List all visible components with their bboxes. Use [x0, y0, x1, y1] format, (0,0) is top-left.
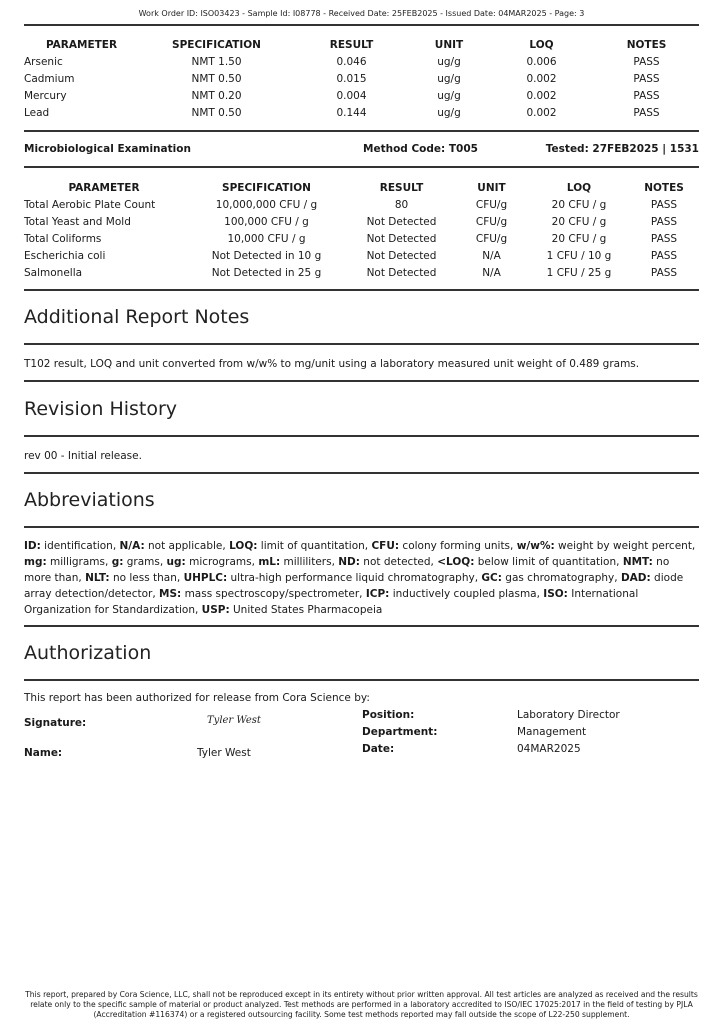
column-header: UNIT	[477, 181, 506, 194]
column-header: SPECIFICATION	[172, 38, 261, 51]
table-cell: N/A	[482, 249, 501, 262]
table-row	[24, 213, 699, 230]
table-cell: ug/g	[437, 55, 461, 68]
column-header: RESULT	[379, 181, 424, 194]
table-cell: Escherichia coli	[24, 249, 106, 262]
column-header: PARAMETER	[68, 181, 140, 194]
table-cell: Not Detected in 25 g	[211, 266, 322, 279]
abbreviation-definition: inductively coupled plasma,	[389, 588, 544, 600]
position-label: Position:	[362, 709, 415, 721]
table-cell: NMT 1.50	[191, 55, 242, 68]
notes-text: T102 result, LOQ and unit converted from w/w% to mg/unit using a laboratory measured unit weight of 0.489 grams.	[24, 358, 640, 370]
column-header: SPECIFICATION	[222, 181, 311, 194]
method-code: Method Code: T005	[363, 143, 478, 155]
table-cell: Arsenic	[24, 55, 63, 68]
abbreviation-term: ISO:	[543, 588, 568, 600]
table-cell: 20 CFU / g	[551, 215, 607, 228]
table-row	[24, 247, 699, 264]
column-header: RESULT	[329, 38, 374, 51]
table-cell: PASS	[633, 106, 660, 119]
abbreviation-term: GC:	[481, 572, 502, 584]
divider	[24, 289, 699, 291]
divider	[24, 435, 699, 437]
abbreviation-term: mg:	[24, 556, 47, 568]
table-row	[24, 230, 699, 247]
abbreviation-definition: mass spectroscopy/spectrometer,	[181, 588, 366, 600]
abbreviation-definition: below limit of quantitation,	[474, 556, 623, 568]
table-cell: 0.002	[526, 89, 557, 102]
table-row	[24, 53, 699, 70]
position-value: Laboratory Director	[517, 709, 620, 721]
table-row	[24, 70, 699, 87]
table-cell: Not Detected in 10 g	[211, 249, 322, 262]
table-cell: 0.015	[336, 72, 367, 85]
column-header: NOTES	[626, 38, 667, 51]
table-header-row	[24, 179, 699, 196]
table-row	[24, 104, 699, 121]
table-cell: Not Detected	[366, 249, 437, 262]
name-value: Tyler West	[197, 747, 251, 759]
abbreviation-term: g:	[111, 556, 124, 568]
abbreviation-term: mL:	[258, 556, 281, 568]
table-cell: ug/g	[437, 106, 461, 119]
signature-label: Signature:	[24, 717, 87, 729]
micro-table	[24, 179, 699, 281]
abbreviation-definition: milligrams,	[46, 556, 112, 568]
abbreviation-term: w/w%:	[516, 540, 555, 552]
table-cell: 0.006	[526, 55, 557, 68]
table-cell: Mercury	[24, 89, 67, 102]
table-cell: ug/g	[437, 89, 461, 102]
abbreviation-definition: identification,	[40, 540, 120, 552]
department-value: Management	[517, 726, 587, 738]
name-label: Name:	[24, 747, 63, 759]
date-label: Date:	[362, 743, 395, 755]
abbreviation-definition: colony forming units,	[399, 540, 517, 552]
heavy-metals-table	[24, 36, 699, 121]
table-cell: 0.002	[526, 72, 557, 85]
abbreviation-term: <LOQ:	[437, 556, 475, 568]
abbreviation-term: LOQ:	[229, 540, 258, 552]
divider	[24, 130, 699, 132]
table-cell: Total Aerobic Plate Count	[24, 198, 156, 211]
abbreviation-definition: weight by weight percent,	[554, 540, 696, 552]
table-cell: ug/g	[437, 72, 461, 85]
table-cell: Not Detected	[366, 266, 437, 279]
table-cell: Not Detected	[366, 232, 437, 245]
abbreviation-term: ID:	[24, 540, 41, 552]
abbreviation-definition: United States Pharmacopeia	[229, 604, 383, 616]
abbreviation-term: UHPLC:	[183, 572, 228, 584]
table-cell: Total Yeast and Mold	[24, 215, 131, 228]
abbreviation-term: ICP:	[365, 588, 390, 600]
abbreviation-definition: International Organization for Standardization,	[24, 588, 639, 616]
table-cell: 0.002	[526, 106, 557, 119]
table-cell: NMT 0.50	[191, 72, 242, 85]
abbreviation-definition: micrograms,	[185, 556, 259, 568]
table-cell: PASS	[650, 249, 678, 262]
page-header: Work Order ID: ISO03423 - Sample Id: I08778 - Received Date: 25FEB2025 - Issued Date: 04MAR2025 - Page: 3	[138, 9, 585, 18]
divider	[24, 166, 699, 168]
table-row	[24, 87, 699, 104]
authorization-heading: Authorization	[24, 642, 152, 664]
table-cell: 0.144	[336, 106, 367, 119]
table-cell: N/A	[482, 266, 501, 279]
table-cell: 1 CFU / 25 g	[546, 266, 612, 279]
table-cell: CFU/g	[475, 198, 508, 211]
abbreviation-term: NLT:	[85, 572, 110, 584]
abbreviation-term: NMT:	[622, 556, 653, 568]
table-cell: Lead	[24, 106, 50, 119]
table-cell: 1 CFU / 10 g	[546, 249, 612, 262]
table-row	[24, 264, 699, 281]
abbreviation-term: DAD:	[620, 572, 651, 584]
table-cell: 100,000 CFU / g	[224, 215, 309, 228]
column-header: LOQ	[566, 181, 592, 194]
abbreviation-definition: limit of quantitation,	[257, 540, 372, 552]
table-cell: PASS	[650, 266, 678, 279]
table-cell: PASS	[650, 232, 678, 245]
column-header: LOQ	[529, 38, 554, 51]
abbreviation-definition: milliliters,	[280, 556, 339, 568]
abbreviation-definition: ultra-high performance liquid chromatography,	[227, 572, 482, 584]
abbreviation-definition: not applicable,	[144, 540, 230, 552]
table-cell: Salmonella	[24, 266, 83, 279]
abbreviation-definition: not detected,	[359, 556, 438, 568]
table-header-row	[24, 36, 699, 53]
table-cell: PASS	[633, 89, 660, 102]
table-cell: NMT 0.50	[191, 106, 242, 119]
divider	[24, 472, 699, 474]
table-cell: PASS	[633, 55, 660, 68]
abbreviation-term: USP:	[201, 604, 230, 616]
revision-text: rev 00 - Initial release.	[24, 450, 142, 462]
table-cell: 20 CFU / g	[551, 198, 607, 211]
divider	[24, 625, 699, 627]
table-cell: NMT 0.20	[191, 89, 242, 102]
table-cell: 0.004	[336, 89, 367, 102]
signature-image: Tyler West	[207, 715, 261, 726]
abbreviation-definition: diode array detection/detector,	[24, 572, 684, 600]
divider	[24, 24, 699, 26]
column-header: UNIT	[434, 38, 464, 51]
divider	[24, 679, 699, 681]
table-cell: PASS	[650, 198, 678, 211]
abbreviation-term: N/A:	[119, 540, 145, 552]
divider	[24, 380, 699, 382]
abbreviation-definition: no more than,	[24, 556, 670, 584]
abbreviation-term: ug:	[166, 556, 186, 568]
table-cell: 80	[394, 198, 409, 211]
table-cell: PASS	[633, 72, 660, 85]
table-cell: 20 CFU / g	[551, 232, 607, 245]
column-header: PARAMETER	[45, 38, 118, 51]
table-cell: 10,000,000 CFU / g	[215, 198, 318, 211]
revision-heading: Revision History	[24, 398, 178, 420]
department-label: Department:	[362, 726, 438, 738]
tested-date: Tested: 27FEB2025 | 1531	[545, 143, 699, 155]
date-value: 04MAR2025	[517, 743, 581, 755]
table-cell: Cadmium	[24, 72, 75, 85]
abbreviation-term: CFU:	[371, 540, 400, 552]
table-cell: 10,000 CFU / g	[227, 232, 306, 245]
abbreviation-definition: no less than,	[109, 572, 184, 584]
abbreviation-definition: gas chromatography,	[501, 572, 621, 584]
abbreviation-term: ND:	[338, 556, 360, 568]
footer-disclaimer: This report, prepared by Cora Science, LLC, shall not be reproduced except in its entirety without prior written approval. All test articles are analyzed as received and the results relate only to the specific sample of material or product analyzed. Test methods are performed in a laboratory accredited to ISO/IEC 17025:2017 in the field of testing by PJLA (Accreditation #116374) or a registered outsourcing facility. Some test methods reported may fall outside the scope of L22-250 supplement.	[25, 990, 698, 1019]
abbreviations-heading: Abbreviations	[24, 489, 155, 511]
divider	[24, 526, 699, 528]
table-cell: PASS	[650, 215, 678, 228]
micro-section-title: Microbiological Examination	[24, 143, 191, 155]
column-header: NOTES	[644, 181, 684, 194]
table-cell: Total Coliforms	[24, 232, 102, 245]
divider	[24, 343, 699, 345]
abbreviation-term: MS:	[159, 588, 182, 600]
notes-heading: Additional Report Notes	[24, 306, 250, 328]
table-cell: CFU/g	[475, 215, 508, 228]
table-cell: 0.046	[336, 55, 367, 68]
abbreviations-text	[24, 538, 699, 618]
authorization-intro: This report has been authorized for release from Cora Science by:	[24, 692, 370, 704]
table-cell: CFU/g	[475, 232, 508, 245]
table-row	[24, 196, 699, 213]
abbreviation-definition: grams,	[123, 556, 167, 568]
table-cell: Not Detected	[366, 215, 437, 228]
